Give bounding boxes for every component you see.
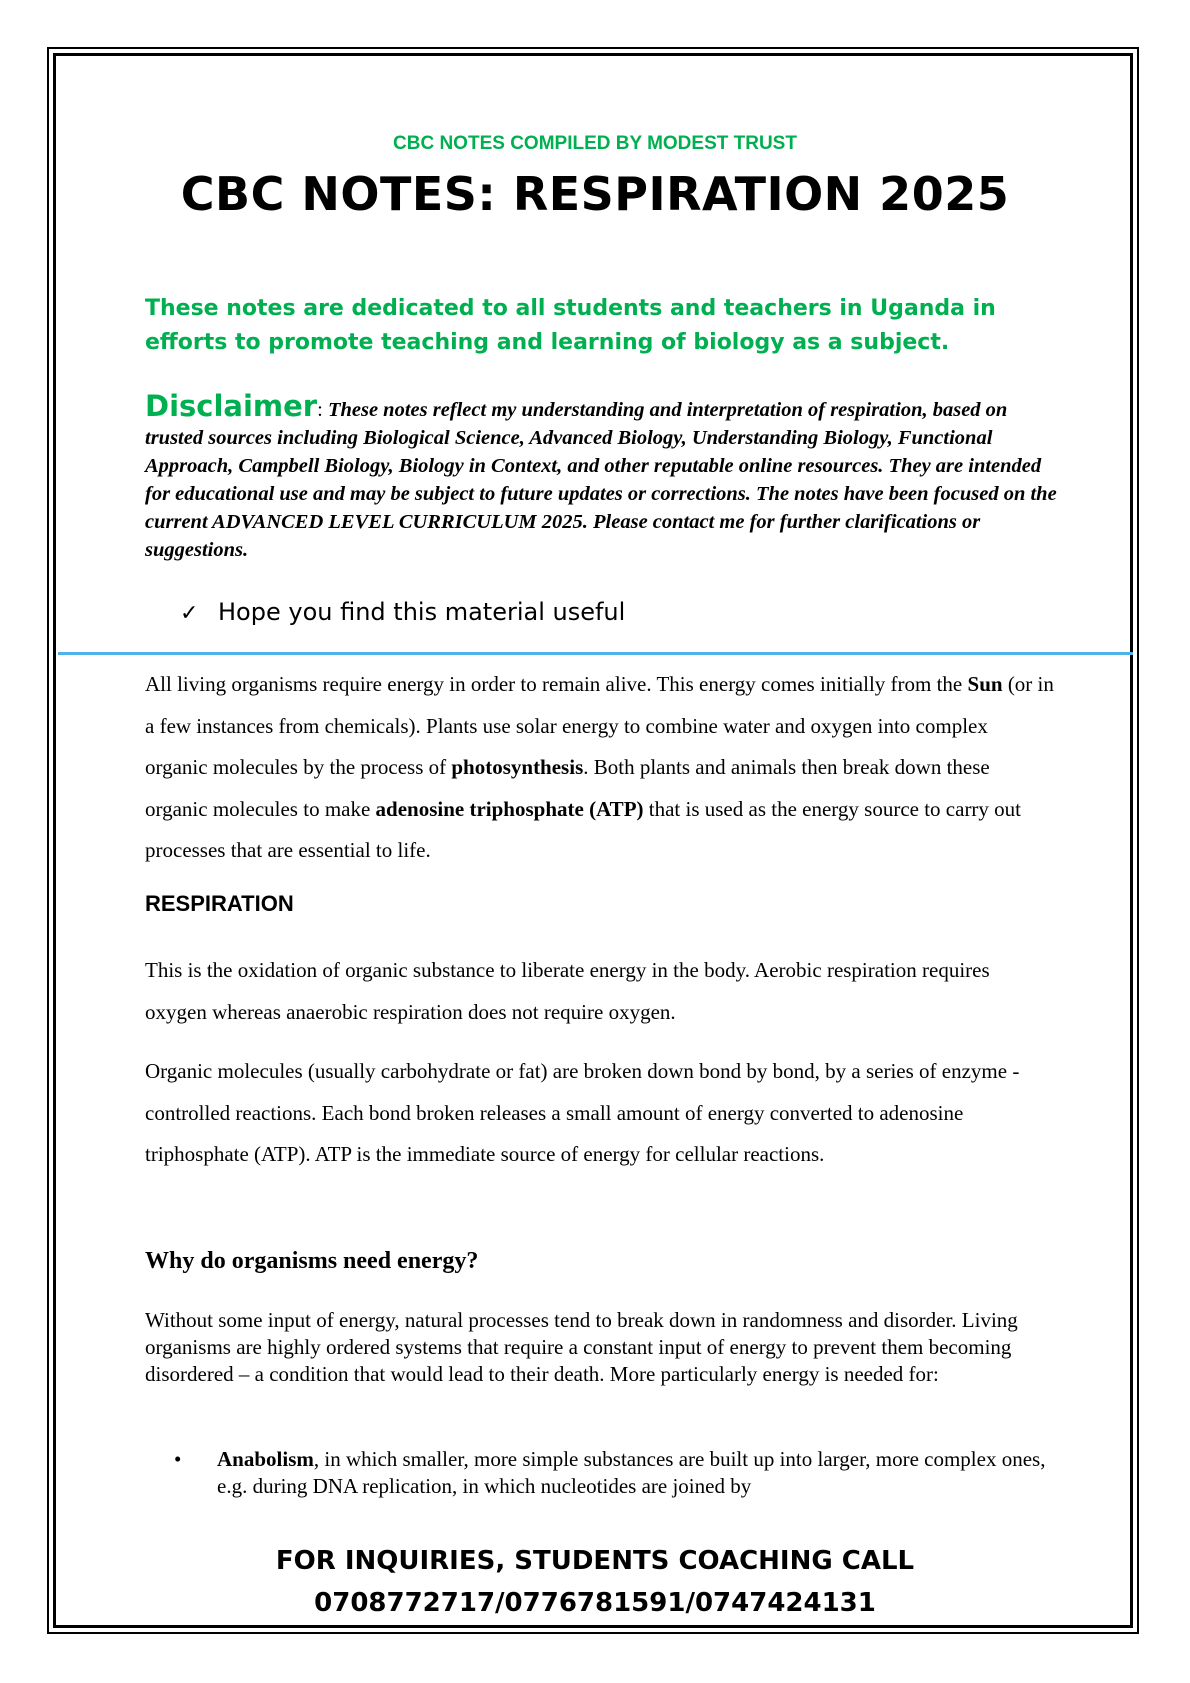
- page-title: CBC NOTES: RESPIRATION 2025: [180, 167, 1010, 221]
- respiration-process-paragraph: Organic molecules (usually carbohydrate or fat) are broken down bond by bond, by a series of enzyme - controlled reactions. Each bond broken releases a small amount of energy converted to adenosine triphosphate (ATP). ATP is the immediate source of energy for cellular reactions.: [145, 1059, 1020, 1166]
- intro-text-4: that is used as the energy source to carry out processes that are essential to life.: [145, 796, 1022, 862]
- dedication-text: These notes are dedicated to all students and teachers in Uganda in efforts to promote teaching and learning of biology as a subject.: [145, 296, 996, 355]
- checkmark-icon: ✓: [180, 601, 199, 626]
- bullet-text: [217, 1446, 1059, 1500]
- why-energy-paragraph: Without some input of energy, natural processes tend to break down in randomness and disorder. Living organisms are highly ordered systems that require a constant input of energy to prevent them becoming disordered – a condition that would lead to their death. More particularly energy is needed for:: [145, 1308, 1018, 1386]
- intro-text-3: . Both plants and animals then break down these organic molecules to make: [145, 755, 990, 821]
- list-item: [174, 1446, 1059, 1500]
- compiled-by-line: CBC NOTES COMPILED BY MODEST TRUST: [393, 133, 797, 154]
- bullet-body: , in which smaller, more simple substances are built up into larger, more complex ones, e.g. during DNA replication, in which nucleotides are joined by: [217, 1447, 1046, 1498]
- hope-line: [180, 598, 625, 626]
- disclaimer-block: [145, 389, 1070, 564]
- bullet-icon: •: [174, 1447, 182, 1471]
- disclaimer-colon: :: [317, 399, 323, 421]
- footer-inquiries: FOR INQUIRIES, STUDENTS COACHING CALL: [275, 1546, 915, 1576]
- bullet-term: Anabolism: [217, 1447, 314, 1471]
- footer-phone-numbers: 0708772717/0776781591/0747424131: [314, 1588, 876, 1618]
- intro-bold-photosynthesis: photosynthesis: [451, 755, 584, 779]
- why-energy-heading: Why do organisms need energy?: [145, 1248, 479, 1274]
- intro-bold-atp: adenosine triphosphate (ATP): [375, 796, 644, 821]
- respiration-heading: RESPIRATION: [145, 891, 294, 916]
- respiration-definition-paragraph: This is the oxidation of organic substance to liberate energy in the body. Aerobic respiration requires oxygen whereas anaerobic respiration does not require oxygen.: [145, 958, 990, 1024]
- disclaimer-text: These notes reflect my understanding and interpretation of respiration, based on trusted sources including Biological Science, Advanced Biology, Understanding Biology, Functional Approach, Campbell Biology, Biology in Context, and other reputable online resources. They are intended for educational use and may be subject to future updates or corrections. The notes have been focused on the current ADVANCED LEVEL CURRICULUM 2025. Please contact me for further clarifications or suggestions.: [145, 399, 1057, 561]
- intro-text-1: All living organisms require energy in order to remain alive. This energy comes initially from the: [145, 672, 968, 696]
- section-divider: [58, 652, 1133, 655]
- intro-bold-sun: Sun: [967, 672, 1003, 696]
- intro-paragraph: [145, 664, 1055, 872]
- disclaimer-label: Disclaimer: [145, 389, 318, 423]
- hope-text: Hope you find this material useful: [218, 598, 626, 626]
- intro-text-2: (or in a few instances from chemicals). Plants use solar energy to combine water and oxygen into complex organic molecules by the process of: [145, 672, 1054, 779]
